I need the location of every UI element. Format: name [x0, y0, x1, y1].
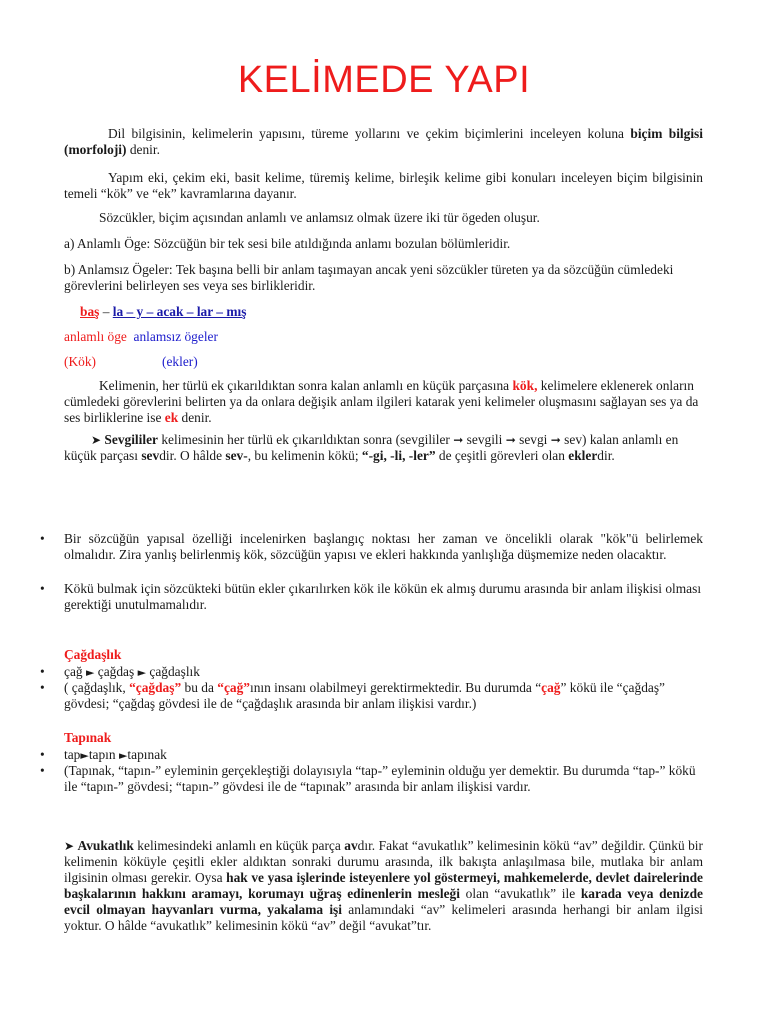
bullet-icon: • — [40, 747, 45, 762]
bullet-icon: • — [40, 680, 45, 695]
label-root: (Kök) — [64, 354, 96, 369]
right-arrow-icon: ➞ — [453, 433, 464, 447]
example-suffixes: la – y – acak – lar – mış — [112, 304, 247, 319]
section-heading-cagdaslik: Çağdaşlık — [64, 647, 122, 662]
term-morphology: biçim bilgisi (morfoloji) — [64, 126, 703, 157]
list-item-cagdaslik-chain: çağ ► çağdaş ► çağdaşlık — [64, 664, 200, 679]
paragraph-avukatlik-example: ➤ Avukatlık kelimesindeki anlamlı en küçük parça avdır. Fakat “avukatlık” kelimesinin kökü “av” değildir. Çünkü bir kelimenin köküyle çeşitli ekler aldıktan sonraki durumu arasında, ilk bakışta anlaşılmasa bile, mutlaka bir anlam ilgisinin olması gerekir. Oysa hak ve yasa işlerinde isteyenlere yol göstermeyi, mahkemelerde, devlet dairelerinde başkalarının hakkını aramayı, korumayı uğraş edinenlerin mesleği olan “avukatlık” ile karada veya denizde evcil olmayan hayvanları vurma, yakalama işi anlamındaki “av” kelimeleri arasında herhangi bir anlam ilgisi yoktur. O hâlde “avukatlık” kelimesinin kökü “av” değil “avukat”tır. — [64, 838, 703, 933]
section-heading-tapinak: Tapınak — [64, 730, 112, 745]
list-item: Bir sözcüğün yapısal özelliği incelenirken başlangıç noktası her zaman ve öncelikli olarak "kök"ü belirlemek olmalıdır. Zira yanlış belirlenmiş kök, sözcüğün yapısı ve ekleri hakkında yanlışlığa düşmemize neden olacaktır. — [64, 531, 703, 562]
label-meaningful: anlamlı öge — [64, 329, 127, 344]
example-root-suffix-labels — [64, 354, 703, 370]
term-ek: ek — [164, 410, 179, 425]
list-item-tapinak-chain: tap►tapın ►tapınak — [64, 747, 167, 762]
example-word-breakdown: baş – la – y – acak – lar – mış — [80, 304, 247, 319]
arrowhead-icon: ➤ — [64, 839, 75, 853]
bullet-icon: • — [40, 664, 45, 679]
triangle-right-icon: ► — [137, 666, 147, 679]
paragraph-meaningless-elements: b) Anlamsız Ögeler: Tek başına belli bir anlam taşımayan ancak yeni sözcükler türeten ya da sözcüğün cümledeki görevlerini belirleyen ses veya ses birlikleridir. — [64, 262, 674, 293]
right-arrow-icon: ➞ — [550, 433, 561, 447]
bullet-icon: • — [40, 763, 45, 778]
paragraph-meaningful-element: a) Anlamlı Öge: Sözcüğün bir tek sesi bile atıldığında anlamı bozulan bölümleridir. — [64, 236, 511, 251]
triangle-right-icon: ► — [118, 749, 128, 762]
triangle-right-icon: ► — [80, 749, 89, 762]
list-item: Kökü bulmak için sözcükteki bütün ekler çıkarılırken kök ile kökün ek almış durumu arasında bir anlam ilişkisi olması gerektiği unutulmamalıdır. — [64, 581, 702, 612]
arrowhead-icon: ➤ — [91, 433, 102, 447]
list-item-tapinak-explanation: (Tapınak, “tapın-” eyleminin gerçekleştiği dolayısıyla “tap-” eyleminin olduğu yer demektir. Bu durumda “tap-” kökü ile “tapın-” gövdesi; “tapın-” gövdesi ile de “tapınak” arasında bir anlam ilişkisi vardır. — [64, 763, 696, 794]
paragraph-root-suffix-basis: Yapım eki, çekim eki, basit kelime, türemiş kelime, birleşik kelime gibi konuları inceleyen biçim bilgisinin temeli “kök” ve “ek” kavramlarına dayanır. — [64, 170, 703, 201]
paragraph-morphology-definition: Dil bilgisinin, kelimelerin yapısını, türeme yollarını ve çekim biçimlerini inceleyen koluna biçim bilgisi (morfoloji) denir. — [64, 126, 703, 157]
example-element-labels — [64, 329, 703, 345]
bullet-icon: • — [40, 531, 45, 546]
right-arrow-icon: ➞ — [505, 433, 516, 447]
paragraph-root-and-suffix-definition: Kelimenin, her türlü ek çıkarıldıktan sonra kalan anlamlı en küçük parçasına kök, kelimelere eklenerek onların cümledeki görevlerini belirten ya da onlara değişik anlam ilgileri katarak yeni kelimeler oluşmasını sağlayan ses ya da ses birliklerine ise ek denir. — [64, 378, 699, 425]
term-kok: kök, — [512, 378, 538, 393]
example-root: baş — [80, 304, 100, 319]
triangle-right-icon: ► — [85, 666, 95, 679]
paragraph-two-element-types: Sözcükler, biçim açısından anlamlı ve anlamsız olmak üzere iki tür ögeden oluşur. — [99, 210, 540, 225]
page-title: KELİMEDE YAPI — [237, 59, 531, 101]
label-suffixes: (ekler) — [162, 354, 198, 369]
list-item-cagdaslik-explanation: ( çağdaşlık, “çağdaş” bu da “çağ”ının insanı olabilmeyi gerektirmektedir. Bu durumda “çağ” kökü ile “çağdaş” gövdesi; “çağdaş gövdesi ile de “çağdaşlık arasında bir anlam ilişkisi vardır.) — [64, 680, 665, 711]
paragraph-sevgililer-example: ➤ Sevgililer kelimesinin her türlü ek çıkarıldıktan sonra (sevgililer ➞ sevgili ➞ sevgi ➞ sev) kalan anlamlı en küçük parçası sevdir. O hâlde sev-, bu kelimenin kökü; “-gi, -li, -ler” de çeşitli görevleri olan eklerdir. — [64, 432, 679, 463]
label-meaningless: anlamsız ögeler — [133, 329, 218, 344]
bullet-icon: • — [40, 581, 45, 596]
